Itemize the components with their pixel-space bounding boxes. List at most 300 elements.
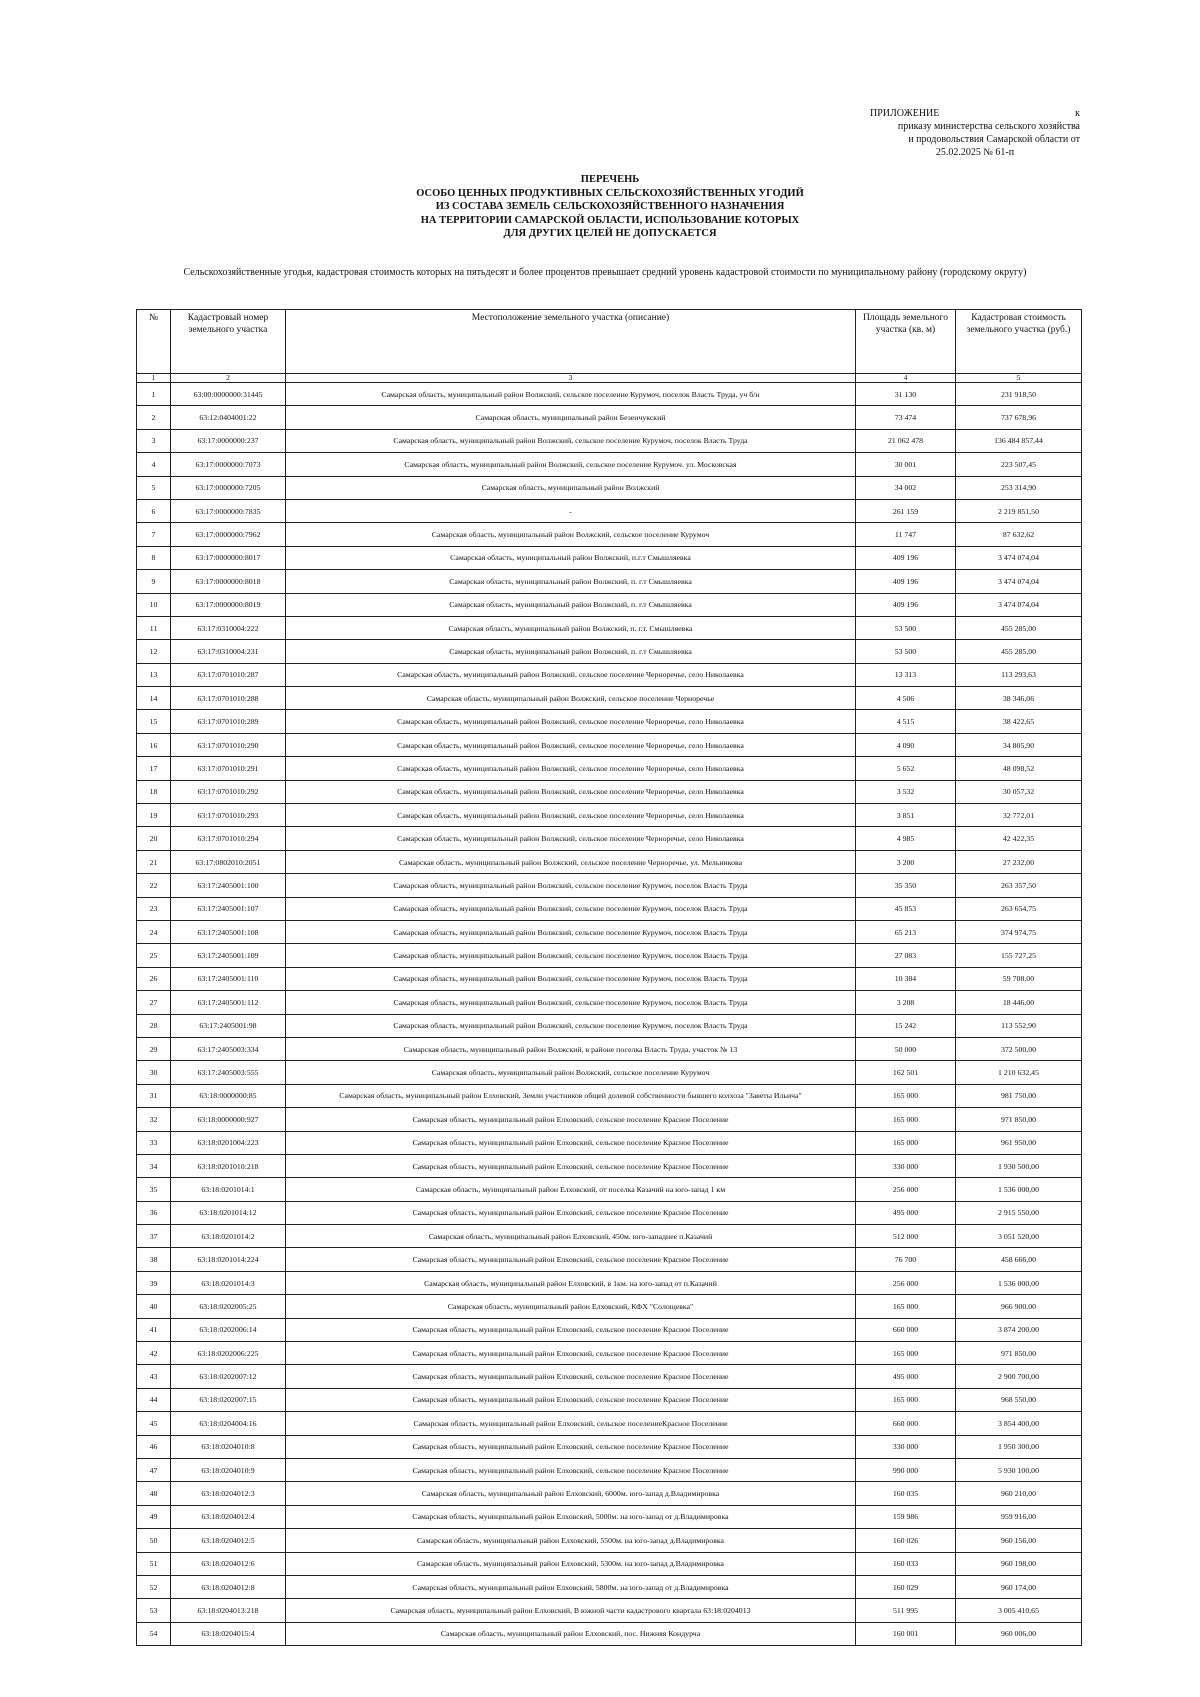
cell-location: Самарская область, муниципальный район Волжский, сельское поселение Черноречье xyxy=(286,687,856,710)
cell-cadastral-number: 63:17:0000000:237 xyxy=(171,429,286,452)
cell-cadastral-value: 959 916,00 xyxy=(956,1505,1082,1528)
cell-number: 4 xyxy=(137,453,171,476)
cell-cadastral-value: 1 536 000,00 xyxy=(956,1178,1082,1201)
cell-cadastral-value: 3 854 400,00 xyxy=(956,1412,1082,1435)
cell-location: Самарская область, муниципальный район Волжский, сельское поселение Черноречье, село Николаевка xyxy=(286,780,856,803)
cell-cadastral-value: 2 915 550,00 xyxy=(956,1201,1082,1224)
cell-location: Самарская область, муниципальный район Волжский, сельское поселение Курумоч, поселок Власть Труда xyxy=(286,429,856,452)
cell-cadastral-number: 63:18:0202006:14 xyxy=(171,1318,286,1341)
cell-area: 495 000 xyxy=(856,1201,956,1224)
cell-number: 21 xyxy=(137,850,171,873)
table-row xyxy=(137,1435,1082,1458)
cell-location: Самарская область, муниципальный район Елховский, пос. Нижняя Кондурча xyxy=(286,1622,856,1645)
cell-cadastral-value: 455 285,00 xyxy=(956,616,1082,639)
cell-location: Самарская область, муниципальный район Волжский, сельское поселение Курумоч xyxy=(286,523,856,546)
column-number: 4 xyxy=(856,374,956,383)
cell-number: 40 xyxy=(137,1295,171,1318)
cell-location: Самарская область, муниципальный район Елховский, сельское поселениеКрасное Поселение xyxy=(286,1412,856,1435)
cell-location: Самарская область, муниципальный район Елховский, КФХ "Солощевка" xyxy=(286,1295,856,1318)
cell-area: 4 985 xyxy=(856,827,956,850)
appendix-title: ПРИЛОЖЕНИЕ xyxy=(870,108,940,119)
table-row xyxy=(137,967,1082,990)
cell-area: 76 700 xyxy=(856,1248,956,1271)
cell-location: Самарская область, муниципальный район Волжский, сельское поселение Курумоч, поселок Власть Труда xyxy=(286,897,856,920)
cell-cadastral-value: 27 232,00 xyxy=(956,850,1082,873)
cell-cadastral-value: 113 552,90 xyxy=(956,1014,1082,1037)
cell-location: Самарская область, муниципальный район Елховский, сельское поселение Красное Поселение xyxy=(286,1248,856,1271)
cell-cadastral-number: 63:17:0701010:294 xyxy=(171,827,286,850)
table-body xyxy=(137,383,1082,1646)
table-row xyxy=(137,406,1082,429)
table-row xyxy=(137,1552,1082,1575)
cell-location: Самарская область, муниципальный район Волжский, сельское поселение Курумоч, поселок Власть Труда xyxy=(286,967,856,990)
table-row xyxy=(137,1505,1082,1528)
cell-cadastral-value: 3 474 074,04 xyxy=(956,546,1082,569)
cell-location: Самарская область, муниципальный район Елховский, сельское поселение Красное Поселение xyxy=(286,1131,856,1154)
table-row xyxy=(137,1342,1082,1365)
table-row xyxy=(137,1318,1082,1341)
table-row xyxy=(137,1108,1082,1131)
cell-cadastral-value: 59 708,00 xyxy=(956,967,1082,990)
cell-location: Самарская область, муниципальный район Елховский, 5500м. на юго-запад д.Владимировка xyxy=(286,1529,856,1552)
cell-location: Самарская область, муниципальный район Волжский, сельское поселение Черноречье, село Николаевка xyxy=(286,827,856,850)
cell-area: 495 000 xyxy=(856,1365,956,1388)
table-row xyxy=(137,1599,1082,1622)
cell-number: 35 xyxy=(137,1178,171,1201)
cell-cadastral-number: 63:18:0202007:15 xyxy=(171,1388,286,1411)
cell-location: Самарская область, муниципальный район Волжский, п. г.т Смышляевка xyxy=(286,593,856,616)
cell-number: 53 xyxy=(137,1599,171,1622)
table-row xyxy=(137,640,1082,663)
cell-area: 31 130 xyxy=(856,383,956,406)
cell-cadastral-value: 42 422,35 xyxy=(956,827,1082,850)
table-row xyxy=(137,710,1082,733)
appendix-to: к xyxy=(1075,108,1080,119)
cell-cadastral-value: 966 900,00 xyxy=(956,1295,1082,1318)
cell-number: 41 xyxy=(137,1318,171,1341)
table-row xyxy=(137,499,1082,522)
cell-cadastral-number: 63:18:0204012:5 xyxy=(171,1529,286,1552)
table-row xyxy=(137,874,1082,897)
table-row xyxy=(137,1154,1082,1177)
appendix-block xyxy=(870,107,1080,159)
cell-number: 24 xyxy=(137,920,171,943)
cell-cadastral-value: 960 174,00 xyxy=(956,1575,1082,1598)
cell-cadastral-value: 960 156,00 xyxy=(956,1529,1082,1552)
cell-cadastral-number: 63:17:0000000:7835 xyxy=(171,499,286,522)
cell-number: 54 xyxy=(137,1622,171,1645)
table-row xyxy=(137,804,1082,827)
cell-cadastral-value: 1 930 500,00 xyxy=(956,1154,1082,1177)
cell-number: 25 xyxy=(137,944,171,967)
cell-number: 30 xyxy=(137,1061,171,1084)
cell-number: 45 xyxy=(137,1412,171,1435)
table-header-row xyxy=(137,310,1082,374)
appendix-line3: и продовольствия Самарской области от xyxy=(908,134,1080,145)
document-subtitle: Сельскохозяйственные угодья, кадастровая стоимость которых на пятьдесят и более процентов превышает средний уровень кадастровой стоимости по муниципальному району (городскому округу) xyxy=(183,267,1027,278)
cell-area: 160 029 xyxy=(856,1575,956,1598)
cell-location: Самарская область, муниципальный район Безенчукский xyxy=(286,406,856,429)
table-row xyxy=(137,1084,1082,1107)
title-line-3: ИЗ СОСТАВА ЗЕМЕЛЬ СЕЛЬСКОХОЗЯЙСТВЕННОГО НАЗНАЧЕНИЯ xyxy=(435,201,785,213)
cell-number: 34 xyxy=(137,1154,171,1177)
cell-area: 256 000 xyxy=(856,1178,956,1201)
table-row xyxy=(137,1037,1082,1060)
cell-cadastral-value: 960 210,00 xyxy=(956,1482,1082,1505)
cell-area: 53 500 xyxy=(856,616,956,639)
cell-location: Самарская область, муниципальный район Волжский, в районе поселка Власть Труда, участок № 13 xyxy=(286,1037,856,1060)
cell-number: 52 xyxy=(137,1575,171,1598)
cell-cadastral-value: 1 950 300,00 xyxy=(956,1435,1082,1458)
cell-location: Самарская область, муниципальный район Елховский, сельское поселение Красное Поселение xyxy=(286,1365,856,1388)
table-row xyxy=(137,757,1082,780)
header-cadastral-value: Кадастровая стоимость земельного участка (руб.) xyxy=(956,310,1082,374)
cell-location: Самарская область, муниципальный район Волжский, сельское поселение Черноречье, село Николаевка xyxy=(286,757,856,780)
header-cadastral-number: Кадастровый номер земельного участка xyxy=(171,310,286,374)
cell-area: 409 196 xyxy=(856,546,956,569)
table-row xyxy=(137,991,1082,1014)
cell-cadastral-value: 960 006,00 xyxy=(956,1622,1082,1645)
table-row xyxy=(137,1529,1082,1552)
table-row xyxy=(137,1622,1082,1645)
cell-cadastral-value: 2 219 851,50 xyxy=(956,499,1082,522)
cell-cadastral-number: 63:17:2405001:112 xyxy=(171,991,286,1014)
cell-cadastral-number: 63:18:0000000:85 xyxy=(171,1084,286,1107)
cell-number: 51 xyxy=(137,1552,171,1575)
cell-location: Самарская область, муниципальный район Волжский, сельское поселение Курумоч, поселок Власть Труда xyxy=(286,944,856,967)
cell-location: Самарская область, муниципальный район Елховский, сельское поселение Красное Поселение xyxy=(286,1435,856,1458)
cell-cadastral-number: 63:18:0204010:9 xyxy=(171,1458,286,1481)
cell-cadastral-number: 63:17:0000000:7962 xyxy=(171,523,286,546)
cell-area: 65 213 xyxy=(856,920,956,943)
cell-area: 160 033 xyxy=(856,1552,956,1575)
table-row xyxy=(137,1388,1082,1411)
cell-location: Самарская область, муниципальный район Волжский, сельское поселение Курумоч, поселок Власть Труда xyxy=(286,991,856,1014)
table-row xyxy=(137,780,1082,803)
cell-number: 15 xyxy=(137,710,171,733)
cell-cadastral-number: 63:18:0204012:8 xyxy=(171,1575,286,1598)
cell-cadastral-value: 223 507,45 xyxy=(956,453,1082,476)
cell-area: 4 515 xyxy=(856,710,956,733)
cell-cadastral-value: 1 536 000,00 xyxy=(956,1271,1082,1294)
cell-cadastral-value: 18 446,00 xyxy=(956,991,1082,1014)
cell-cadastral-number: 63:18:0202005:25 xyxy=(171,1295,286,1318)
cell-number: 17 xyxy=(137,757,171,780)
header-area: Площадь земельного участка (кв. м) xyxy=(856,310,956,374)
table-row xyxy=(137,1295,1082,1318)
cell-number: 10 xyxy=(137,593,171,616)
table-row xyxy=(137,383,1082,406)
cell-number: 42 xyxy=(137,1342,171,1365)
cell-number: 3 xyxy=(137,429,171,452)
cell-cadastral-value: 5 930 100,00 xyxy=(956,1458,1082,1481)
cell-cadastral-value: 136 484 857,44 xyxy=(956,429,1082,452)
table-row xyxy=(137,453,1082,476)
cell-number: 18 xyxy=(137,780,171,803)
cell-area: 159 986 xyxy=(856,1505,956,1528)
cell-cadastral-number: 63:18:0204004:16 xyxy=(171,1412,286,1435)
cell-cadastral-value: 3 051 520,00 xyxy=(956,1225,1082,1248)
cell-cadastral-number: 63:17:2405001:98 xyxy=(171,1014,286,1037)
cell-area: 261 159 xyxy=(856,499,956,522)
cell-number: 28 xyxy=(137,1014,171,1037)
cell-area: 165 000 xyxy=(856,1084,956,1107)
cell-cadastral-number: 63:17:0701010:290 xyxy=(171,733,286,756)
table-row xyxy=(137,663,1082,686)
cell-location: Самарская область, муниципальный район Елховский, Земли участников общей долевой собственности бывшего колхоза "Заветы Ильича" xyxy=(286,1084,856,1107)
cell-location: Самарская область, муниципальный район Волжский, сельское поселение Курумоч, поселок Власть Труда xyxy=(286,920,856,943)
table-row xyxy=(137,687,1082,710)
cell-location: Самарская область, муниципальный район Елховский, В южной части кадастрового квартала 63:18:0204013 xyxy=(286,1599,856,1622)
cell-cadastral-value: 968 550,00 xyxy=(956,1388,1082,1411)
table-row xyxy=(137,1458,1082,1481)
cell-area: 27 083 xyxy=(856,944,956,967)
table-row xyxy=(137,850,1082,873)
cell-number: 27 xyxy=(137,991,171,1014)
cell-area: 990 000 xyxy=(856,1458,956,1481)
cell-cadastral-number: 63:17:0000000:8018 xyxy=(171,570,286,593)
title-line-5: ДЛЯ ДРУГИХ ЦЕЛЕЙ НЕ ДОПУСКАЕТСЯ xyxy=(503,228,717,240)
cell-location: Самарская область, муниципальный район Елховский, сельское поселение Красное Поселение xyxy=(286,1458,856,1481)
cell-cadastral-value: 981 750,00 xyxy=(956,1084,1082,1107)
cell-cadastral-value: 32 772,01 xyxy=(956,804,1082,827)
column-number-row xyxy=(137,374,1082,383)
cell-area: 160 001 xyxy=(856,1622,956,1645)
appendix-line2: приказу министерства сельского хозяйства xyxy=(897,121,1080,132)
cell-cadastral-number: 63:17:2405001:109 xyxy=(171,944,286,967)
cell-area: 3 200 xyxy=(856,850,956,873)
cell-number: 22 xyxy=(137,874,171,897)
appendix-line1 xyxy=(870,107,1080,120)
title-line-4: НА ТЕРРИТОРИИ САМАРСКОЙ ОБЛАСТИ, ИСПОЛЬЗОВАНИЕ КОТОРЫХ xyxy=(420,214,800,226)
table-row xyxy=(137,1014,1082,1037)
cell-cadastral-number: 63:17:0000000:8019 xyxy=(171,593,286,616)
cell-cadastral-value: 3 874 200,00 xyxy=(956,1318,1082,1341)
cell-location: Самарская область, муниципальный район Волжский, сельское поселение Курумоч, поселок Власть Труда, уч б/н xyxy=(286,383,856,406)
table-row xyxy=(137,523,1082,546)
table-row xyxy=(137,1482,1082,1505)
cell-area: 50 000 xyxy=(856,1037,956,1060)
appendix-line4: 25.02.2025 № 61-п xyxy=(935,147,1015,158)
cell-number: 31 xyxy=(137,1084,171,1107)
cell-area: 256 000 xyxy=(856,1271,956,1294)
title-line-2: ОСОБО ЦЕННЫХ ПРОДУКТИВНЫХ СЕЛЬСКОХОЗЯЙСТВЕННЫХ УГОДИЙ xyxy=(416,187,804,199)
cell-cadastral-value: 458 666,00 xyxy=(956,1248,1082,1271)
cell-cadastral-number: 63:18:0201004:223 xyxy=(171,1131,286,1154)
cell-cadastral-number: 63:17:0701010:292 xyxy=(171,780,286,803)
cell-location: Самарская область, муниципальный район Волжский, сельское поселение Курумоч. ул. Московская xyxy=(286,453,856,476)
cell-cadastral-number: 63:18:0202007:12 xyxy=(171,1365,286,1388)
cell-area: 11 747 xyxy=(856,523,956,546)
cell-location: Самарская область, муниципальный район Елховский, сельское поселение Красное Поселение xyxy=(286,1388,856,1411)
cell-area: 330 000 xyxy=(856,1154,956,1177)
cell-number: 32 xyxy=(137,1108,171,1131)
cell-cadastral-number: 63:18:0000000:927 xyxy=(171,1108,286,1131)
cell-cadastral-value: 253 314,90 xyxy=(956,476,1082,499)
cell-cadastral-value: 113 293,63 xyxy=(956,663,1082,686)
cell-cadastral-value: 3 474 074,04 xyxy=(956,593,1082,616)
cell-location: Самарская область, муниципальный район Елховский, сельское поселение Красное Поселение xyxy=(286,1201,856,1224)
cell-location: Самарская область, муниципальный район Волжский, п. г.т Смышляевка xyxy=(286,640,856,663)
cell-cadastral-value: 263 654,75 xyxy=(956,897,1082,920)
cell-cadastral-value: 38 422,65 xyxy=(956,710,1082,733)
cell-area: 160 026 xyxy=(856,1529,956,1552)
cell-location: Самарская область, муниципальный район Волжский, п. г.т. Смышляевка xyxy=(286,616,856,639)
cell-cadastral-value: 34 805,90 xyxy=(956,733,1082,756)
cell-location: Самарская область, муниципальный район Волжский xyxy=(286,476,856,499)
cell-area: 409 196 xyxy=(856,570,956,593)
cell-cadastral-number: 63:18:0204015:4 xyxy=(171,1622,286,1645)
cell-cadastral-number: 63:17:0701010:293 xyxy=(171,804,286,827)
table-row xyxy=(137,593,1082,616)
cell-location: Самарская область, муниципальный район Волжский, сельское поселение Черноречье, село Николаевка xyxy=(286,804,856,827)
table-row xyxy=(137,944,1082,967)
cell-number: 36 xyxy=(137,1201,171,1224)
cell-area: 165 000 xyxy=(856,1342,956,1365)
cell-cadastral-number: 63:17:0701010:288 xyxy=(171,687,286,710)
cell-cadastral-number: 63:00:0000000:31445 xyxy=(171,383,286,406)
table-row xyxy=(137,1412,1082,1435)
column-number: 5 xyxy=(956,374,1082,383)
cell-location: Самарская область, муниципальный район Елховский, 450м. юго-западнее п.Казачий xyxy=(286,1225,856,1248)
cell-area: 4 090 xyxy=(856,733,956,756)
table-row xyxy=(137,616,1082,639)
cell-number: 26 xyxy=(137,967,171,990)
cell-cadastral-value: 971 850,00 xyxy=(956,1108,1082,1131)
table-row xyxy=(137,1201,1082,1224)
cell-number: 20 xyxy=(137,827,171,850)
cell-location: Самарская область, муниципальный район Волжский, сельское поселение Черноречье, село Николаевка xyxy=(286,733,856,756)
cell-number: 49 xyxy=(137,1505,171,1528)
cell-cadastral-number: 63:18:0204012:6 xyxy=(171,1552,286,1575)
cell-cadastral-number: 63:17:2405001:107 xyxy=(171,897,286,920)
cell-cadastral-number: 63:17:2405001:110 xyxy=(171,967,286,990)
table-row xyxy=(137,476,1082,499)
cell-cadastral-number: 63:18:0204012:4 xyxy=(171,1505,286,1528)
table-row xyxy=(137,1131,1082,1154)
table-row xyxy=(137,570,1082,593)
cell-location: Самарская область, муниципальный район Волжский, сельское поселение Курумоч xyxy=(286,1061,856,1084)
cell-area: 3 851 xyxy=(856,804,956,827)
cell-cadastral-number: 63:17:0000000:7205 xyxy=(171,476,286,499)
cell-cadastral-value: 231 918,50 xyxy=(956,383,1082,406)
cell-cadastral-number: 63:17:2405003:334 xyxy=(171,1037,286,1060)
cell-cadastral-value: 3 474 074,04 xyxy=(956,570,1082,593)
table-row xyxy=(137,733,1082,756)
table-row xyxy=(137,1271,1082,1294)
table-row xyxy=(137,1575,1082,1598)
cell-area: 45 853 xyxy=(856,897,956,920)
cell-location: Самарская область, муниципальный район Волжский, сельское поселение Курумоч, поселок Власть Труда xyxy=(286,1014,856,1037)
cell-location: Самарская область, муниципальный район Елховский, сельское поселение Красное Поселение xyxy=(286,1154,856,1177)
cell-cadastral-number: 63:17:0802010:2051 xyxy=(171,850,286,873)
cell-cadastral-number: 63:12:0404001:22 xyxy=(171,406,286,429)
cell-cadastral-value: 1 210 632,45 xyxy=(956,1061,1082,1084)
table-row xyxy=(137,546,1082,569)
cell-number: 12 xyxy=(137,640,171,663)
cell-location: Самарская область, муниципальный район Елховский, 5000м. на юго-запад от д.Владимировка xyxy=(286,1505,856,1528)
cell-cadastral-number: 63:18:0204013:218 xyxy=(171,1599,286,1622)
cell-location: Самарская область, муниципальный район Елховский, 5800м. на юго-запад от д.Владимировка xyxy=(286,1575,856,1598)
cell-area: 3 208 xyxy=(856,991,956,1014)
cell-number: 47 xyxy=(137,1458,171,1481)
cell-area: 5 652 xyxy=(856,757,956,780)
cell-cadastral-number: 63:17:0310004:222 xyxy=(171,616,286,639)
table-row xyxy=(137,920,1082,943)
cell-area: 165 000 xyxy=(856,1131,956,1154)
cell-location: Самарская область, муниципальный район Елховский, сельское поселение Красное Поселение xyxy=(286,1108,856,1131)
cell-cadastral-number: 63:17:2405001:100 xyxy=(171,874,286,897)
cell-cadastral-value: 971 850,00 xyxy=(956,1342,1082,1365)
cell-number: 8 xyxy=(137,546,171,569)
cell-number: 23 xyxy=(137,897,171,920)
table-row xyxy=(137,827,1082,850)
cell-location: Самарская область, муниципальный район Елховский, 6000м. юго-запад д.Владимировка xyxy=(286,1482,856,1505)
cell-number: 37 xyxy=(137,1225,171,1248)
document-title xyxy=(300,173,920,241)
cell-area: 34 002 xyxy=(856,476,956,499)
table-row xyxy=(137,1178,1082,1201)
cell-location: Самарская область, муниципальный район Елховский, в 1км. на юго-запад от п.Казачий xyxy=(286,1271,856,1294)
cell-cadastral-number: 63:17:0310004:231 xyxy=(171,640,286,663)
cell-number: 50 xyxy=(137,1529,171,1552)
cell-cadastral-value: 960 198,00 xyxy=(956,1552,1082,1575)
cell-area: 21 062 478 xyxy=(856,429,956,452)
cell-area: 165 000 xyxy=(856,1108,956,1131)
table-row xyxy=(137,1248,1082,1271)
cell-area: 162 501 xyxy=(856,1061,956,1084)
cell-cadastral-value: 737 678,96 xyxy=(956,406,1082,429)
cell-location: Самарская область, муниципальный район Волжский, сельское поселение Черноречье, ул. Мельникова xyxy=(286,850,856,873)
cell-number: 13 xyxy=(137,663,171,686)
cell-cadastral-number: 63:18:0201014:1 xyxy=(171,1178,286,1201)
cell-number: 7 xyxy=(137,523,171,546)
cell-cadastral-value: 263 357,50 xyxy=(956,874,1082,897)
cell-number: 46 xyxy=(137,1435,171,1458)
cell-cadastral-value: 155 727,25 xyxy=(956,944,1082,967)
cell-number: 2 xyxy=(137,406,171,429)
cell-area: 511 995 xyxy=(856,1599,956,1622)
cell-cadastral-number: 63:18:0201014:224 xyxy=(171,1248,286,1271)
cell-cadastral-value: 3 005 410,65 xyxy=(956,1599,1082,1622)
column-number: 1 xyxy=(137,374,171,383)
cell-area: 30 001 xyxy=(856,453,956,476)
cell-number: 38 xyxy=(137,1248,171,1271)
cell-cadastral-number: 63:18:0204010:8 xyxy=(171,1435,286,1458)
column-number: 2 xyxy=(171,374,286,383)
cell-area: 165 000 xyxy=(856,1388,956,1411)
cell-location: Самарская область, муниципальный район Елховский, 5300м. на юго-запад д.Владимировка xyxy=(286,1552,856,1575)
cell-location: Самарская область, муниципальный район Елховский, сельское поселение Красное Поселение xyxy=(286,1318,856,1341)
cell-area: 13 313 xyxy=(856,663,956,686)
cell-cadastral-value: 961 950,00 xyxy=(956,1131,1082,1154)
cell-cadastral-value: 38 346,06 xyxy=(956,687,1082,710)
cell-cadastral-value: 2 900 700,00 xyxy=(956,1365,1082,1388)
cell-number: 14 xyxy=(137,687,171,710)
cell-location: - xyxy=(286,499,856,522)
cell-cadastral-value: 30 057,32 xyxy=(956,780,1082,803)
cell-cadastral-number: 63:17:0701010:287 xyxy=(171,663,286,686)
cell-number: 1 xyxy=(137,383,171,406)
cell-area: 15 242 xyxy=(856,1014,956,1037)
cell-cadastral-value: 48 098,52 xyxy=(956,757,1082,780)
cell-location: Самарская область, муниципальный район Волжский, п.г.т Смышляевка xyxy=(286,546,856,569)
table-row xyxy=(137,1225,1082,1248)
cell-number: 48 xyxy=(137,1482,171,1505)
cell-location: Самарская область, муниципальный район Елховский, сельское поселение Красное Поселение xyxy=(286,1342,856,1365)
cell-cadastral-number: 63:17:0000000:7073 xyxy=(171,453,286,476)
header-number: № xyxy=(137,310,171,374)
